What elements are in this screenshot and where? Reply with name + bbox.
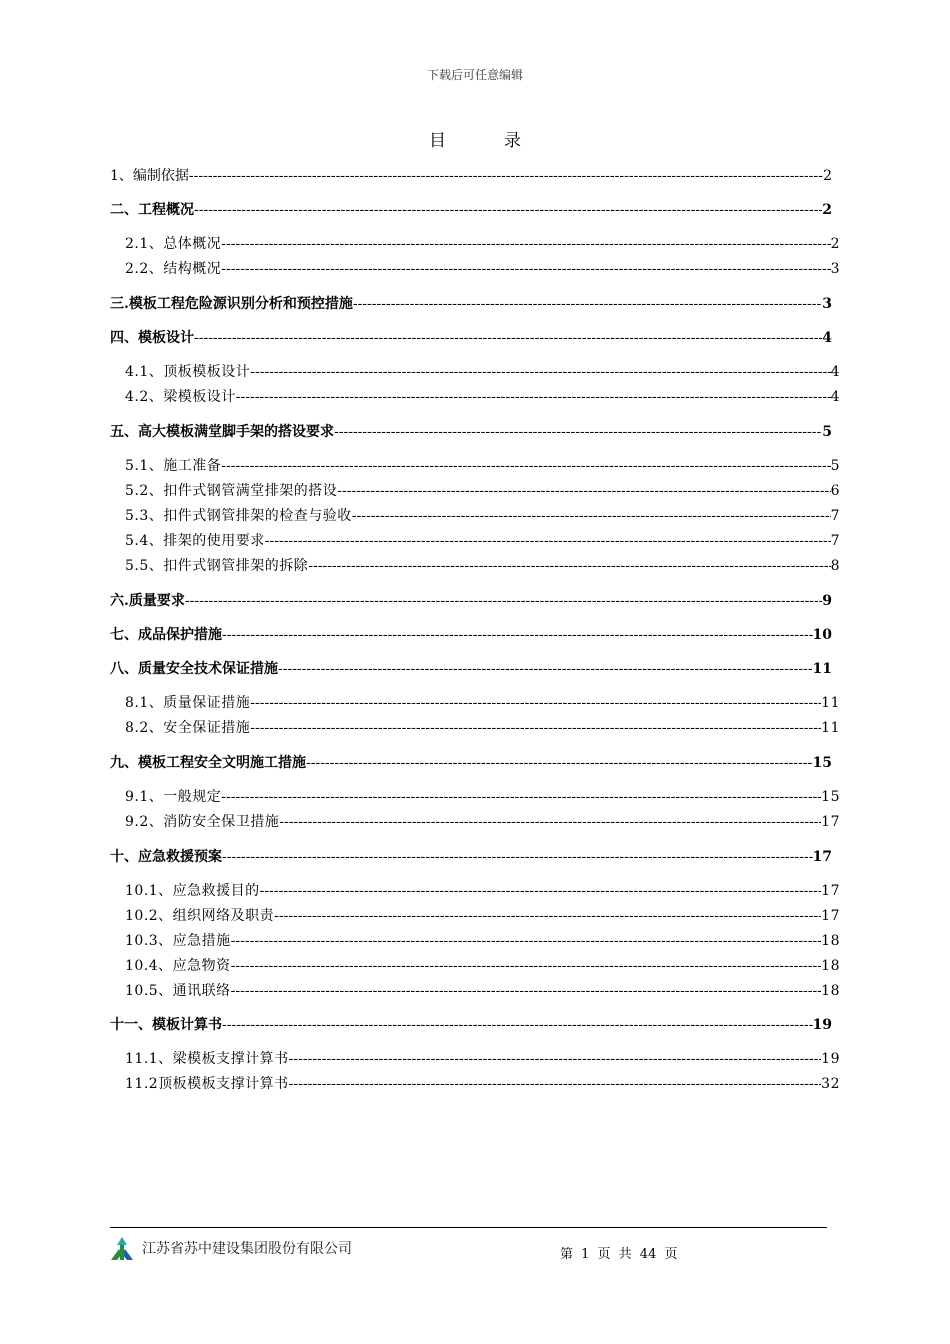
toc-entry-page: 17	[812, 849, 832, 865]
toc-entry[interactable]	[110, 753, 832, 773]
toc-entry[interactable]	[125, 259, 840, 279]
toc-entry[interactable]	[125, 812, 840, 832]
toc-leader-dashes	[221, 259, 830, 279]
toc-entry-page: 2	[830, 236, 840, 252]
toc-entry-label: 二、工程概况	[110, 202, 194, 218]
toc-leader-dashes	[337, 481, 830, 501]
toc-leader-dashes	[353, 294, 822, 314]
toc-entry[interactable]	[110, 166, 832, 186]
toc-entry[interactable]	[125, 787, 840, 807]
toc-leader-dashes	[236, 387, 831, 407]
toc-entry-page: 32	[821, 1076, 840, 1092]
toc-entry[interactable]	[125, 881, 840, 901]
toc-entry-label: 5.3、扣件式钢管排架的检查与验收	[125, 508, 352, 524]
toc-title	[0, 126, 950, 151]
toc-leader-dashes	[352, 506, 831, 526]
toc-entry-label: 5.1、施工准备	[125, 458, 222, 474]
toc-leader-dashes	[194, 328, 822, 348]
toc-leader-dashes	[279, 812, 821, 832]
toc-entry-label: 1、编制依据	[110, 168, 189, 184]
toc-entry[interactable]	[125, 693, 840, 713]
toc-leader-dashes	[274, 906, 821, 926]
toc-entry-label: 10.4、应急物资	[125, 958, 231, 974]
toc-entry-page: 11	[812, 661, 832, 677]
toc-entry[interactable]	[110, 1015, 832, 1035]
toc-entry-page: 19	[812, 1017, 832, 1033]
toc-entry-label: 10.2、组织网络及职责	[125, 908, 275, 924]
toc-entry[interactable]	[125, 556, 840, 576]
toc-entry-page: 6	[830, 483, 840, 499]
toc-entry-label: 四、模板设计	[110, 330, 194, 346]
footer-company-name: 江苏省苏中建设集团股份有限公司	[142, 1241, 352, 1257]
toc-entry[interactable]	[110, 422, 832, 442]
toc-leader-dashes	[250, 362, 830, 382]
toc-entry-label: 4.2、梁模板设计	[125, 389, 236, 405]
toc-entry-page: 7	[830, 508, 840, 524]
toc-entry-label: 5.4、排架的使用要求	[125, 533, 265, 549]
toc-entry-page: 17	[821, 814, 840, 830]
toc-leader-dashes	[278, 659, 813, 679]
toc-entry-page: 7	[830, 533, 840, 549]
toc-leader-dashes	[334, 422, 822, 442]
toc-entry[interactable]	[125, 362, 840, 382]
toc-entry[interactable]	[110, 294, 832, 314]
toc-entry[interactable]	[110, 200, 832, 220]
toc-title-left: 目	[429, 131, 446, 151]
toc-leader-dashes	[221, 787, 821, 807]
toc-leader-dashes	[189, 166, 823, 186]
toc-leader-dashes	[194, 200, 822, 220]
toc-leader-dashes	[289, 1074, 822, 1094]
toc-leader-dashes	[221, 456, 830, 476]
toc-entry-page: 4	[822, 330, 832, 346]
toc-leader-dashes	[260, 881, 822, 901]
toc-leader-dashes	[222, 1015, 813, 1035]
toc-entry[interactable]	[125, 387, 840, 407]
toc-entry-page: 18	[821, 933, 840, 949]
toc-entry-label: 2.1、总体概况	[125, 236, 222, 252]
footer-divider	[110, 1227, 827, 1228]
toc-entry-label: 9.1、一般规定	[125, 789, 222, 805]
toc-entry-label: 十一、模板计算书	[110, 1017, 222, 1033]
toc-entry[interactable]	[125, 906, 840, 926]
toc-leader-dashes	[221, 234, 830, 254]
toc-entry-page: 17	[821, 883, 840, 899]
toc-entry-page: 8	[830, 558, 840, 574]
toc-entry[interactable]	[125, 531, 840, 551]
header-note: 下载后可任意编辑	[426, 68, 523, 82]
toc-entry[interactable]	[125, 718, 840, 738]
toc-leader-dashes	[308, 556, 830, 576]
toc-entry-label: 十、应急救援预案	[110, 849, 222, 865]
toc-leader-dashes	[185, 591, 822, 611]
toc-entry[interactable]	[125, 481, 840, 501]
footer-page-number: 第 1 页 共 44 页	[560, 1247, 678, 1262]
toc-entry[interactable]	[110, 659, 832, 679]
toc-entry-page: 4	[830, 389, 840, 405]
toc-leader-dashes	[231, 981, 822, 1001]
toc-entry-label: 11.2顶板模板支撑计算书	[125, 1076, 289, 1092]
toc-entry-label: 5.2、扣件式钢管满堂排架的搭设	[125, 483, 338, 499]
toc-entry-page: 2	[822, 202, 832, 218]
toc-entry[interactable]	[125, 1074, 840, 1094]
toc-entry-page: 17	[821, 908, 840, 924]
toc-entry-label: 4.1、顶板模板设计	[125, 364, 251, 380]
toc-entry-label: 8.1、质量保证措施	[125, 695, 251, 711]
toc-entry-page: 11	[821, 720, 840, 736]
toc-entry-label: 五、高大模板满堂脚手架的搭设要求	[110, 424, 334, 440]
toc-entry[interactable]	[110, 625, 832, 645]
toc-entry-page: 5	[830, 458, 840, 474]
toc-entry-label: 10.3、应急措施	[125, 933, 231, 949]
toc-leader-dashes	[265, 531, 831, 551]
toc-entry-page: 10	[812, 627, 832, 643]
toc-entry-label: 8.2、安全保证措施	[125, 720, 251, 736]
toc-entry[interactable]	[125, 956, 840, 976]
toc-entry-page: 4	[830, 364, 840, 380]
toc-entry[interactable]	[110, 591, 832, 611]
toc-entry[interactable]	[110, 328, 832, 348]
toc-leader-dashes	[250, 693, 821, 713]
toc-entry[interactable]	[125, 456, 840, 476]
toc-entry-page: 3	[830, 261, 840, 277]
toc-entry-page: 18	[821, 958, 840, 974]
toc-entry[interactable]	[125, 931, 840, 951]
toc-entry-label: 九、模板工程安全文明施工措施	[110, 755, 306, 771]
toc-entry-label: 11.1、梁模板支撑计算书	[125, 1051, 289, 1067]
toc-entry-page: 18	[821, 983, 840, 999]
toc-entry-label: 六.质量要求	[110, 593, 185, 609]
toc-entry-page: 3	[822, 296, 832, 312]
toc-entry-page: 5	[822, 424, 832, 440]
toc-entry-page: 19	[821, 1051, 840, 1067]
toc-entry-label: 10.1、应急救援目的	[125, 883, 260, 899]
toc-entry-label: 9.2、消防安全保卫措施	[125, 814, 280, 830]
toc-entry-page: 15	[821, 789, 840, 805]
toc-entry-label: 三.模板工程危险源识别分析和预控措施	[110, 296, 353, 312]
toc-entry-label: 2.2、结构概况	[125, 261, 222, 277]
toc-leader-dashes	[289, 1049, 822, 1069]
toc-leader-dashes	[231, 956, 822, 976]
toc-leader-dashes	[222, 625, 813, 645]
toc-leader-dashes	[231, 931, 822, 951]
toc-entry[interactable]	[125, 1049, 840, 1069]
toc-entry-label: 七、成品保护措施	[110, 627, 222, 643]
toc-entry-label: 5.5、扣件式钢管排架的拆除	[125, 558, 309, 574]
toc-entry-label: 10.5、通讯联络	[125, 983, 231, 999]
toc-entry-label: 八、质量安全技术保证措施	[110, 661, 278, 677]
toc-leader-dashes	[250, 718, 821, 738]
toc-entry[interactable]	[110, 847, 832, 867]
toc-entry[interactable]	[125, 506, 840, 526]
toc-entry-page: 9	[822, 593, 832, 609]
toc-entry[interactable]	[125, 981, 840, 1001]
toc-entry[interactable]	[125, 234, 840, 254]
toc-leader-dashes	[222, 847, 813, 867]
toc-entry-page: 2	[823, 168, 832, 184]
toc-entry-page: 11	[821, 695, 840, 711]
toc-entry-page: 15	[812, 755, 832, 771]
company-logo-icon	[109, 1236, 135, 1262]
toc-leader-dashes	[306, 753, 813, 773]
toc-title-right: 录	[504, 131, 521, 151]
